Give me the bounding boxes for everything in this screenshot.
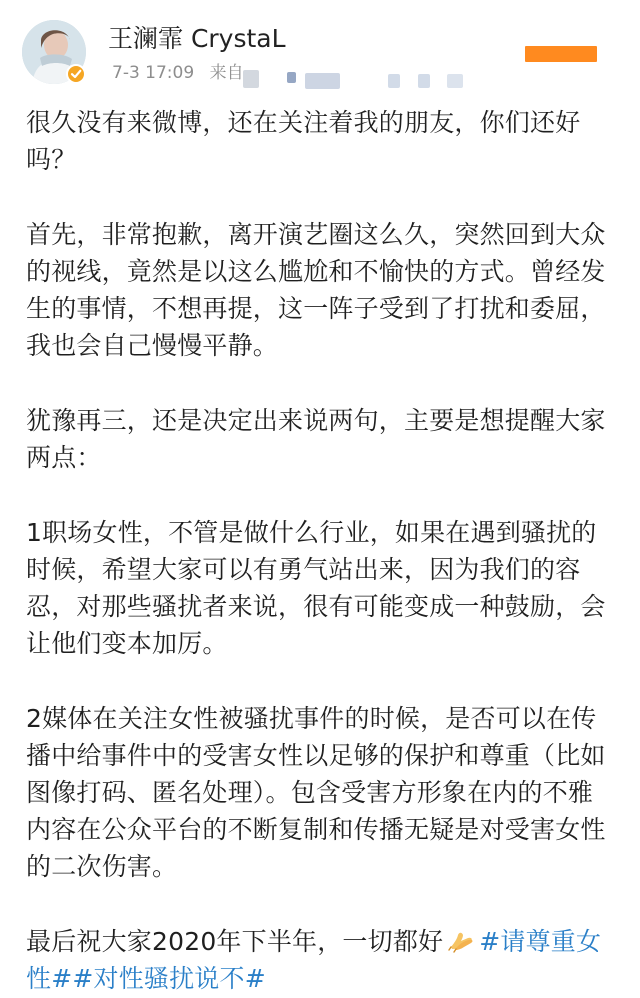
blurred-source-block [418, 74, 430, 88]
username[interactable]: 王澜霏 CrystaL [108, 24, 286, 53]
post-paragraph: 很久没有来微博，还在关注着我的朋友，你们还好吗？ [26, 108, 581, 174]
post-source[interactable]: 来自 [209, 63, 244, 83]
praying-hands-icon [447, 926, 477, 950]
blurred-source-block [287, 72, 296, 83]
post-closing-paragraph [26, 923, 618, 997]
verified-badge-icon [66, 64, 86, 84]
blurred-source-block [243, 70, 259, 88]
post-body [26, 104, 618, 997]
post-header [0, 0, 640, 92]
post-paragraph: 首先，非常抱歉，离开演艺圈这么久，突然回到大众的视线，竟然是以这么尴尬和不愉快的方式。曾经发生的事情，不想再提，这一阵子受到了打扰和委屈，我也会自己慢慢平静。 [26, 220, 606, 360]
post-meta [112, 62, 244, 84]
blurred-source-block [305, 73, 340, 89]
post-paragraph: 犹豫再三，还是决定出来说两句，主要是想提醒大家两点： [26, 406, 606, 472]
post-paragraph: 1职场女性，不管是做什么行业，如果在遇到骚扰的时候，希望大家可以有勇气站出来，因为我们的容忍，对那些骚扰者来说，很有可能变成一种鼓励，会让他们变本加厉。 [26, 518, 606, 658]
follow-badge-right[interactable] [557, 46, 597, 62]
blurred-source-block [388, 74, 400, 88]
hashtag-say-no-to-harassment[interactable]: #对性骚扰说不# [72, 964, 266, 993]
hashtag-respect-women[interactable]: #请尊重女性# [26, 927, 602, 993]
post-date: 7-3 17:09 [112, 63, 195, 83]
post-paragraph: 2媒体在关注女性被骚扰事件的时候，是否可以在传播中给事件中的受害女性以足够的保护和尊重（比如图像打码、匿名处理）。包含受害方形象在内的不雅内容在公众平台的不断复制和传播无疑是对受害女性的二次伤害。 [26, 704, 606, 881]
closing-text: 最后祝大家2020年下半年，一切都好 [26, 927, 444, 956]
blurred-source-block [447, 74, 463, 88]
